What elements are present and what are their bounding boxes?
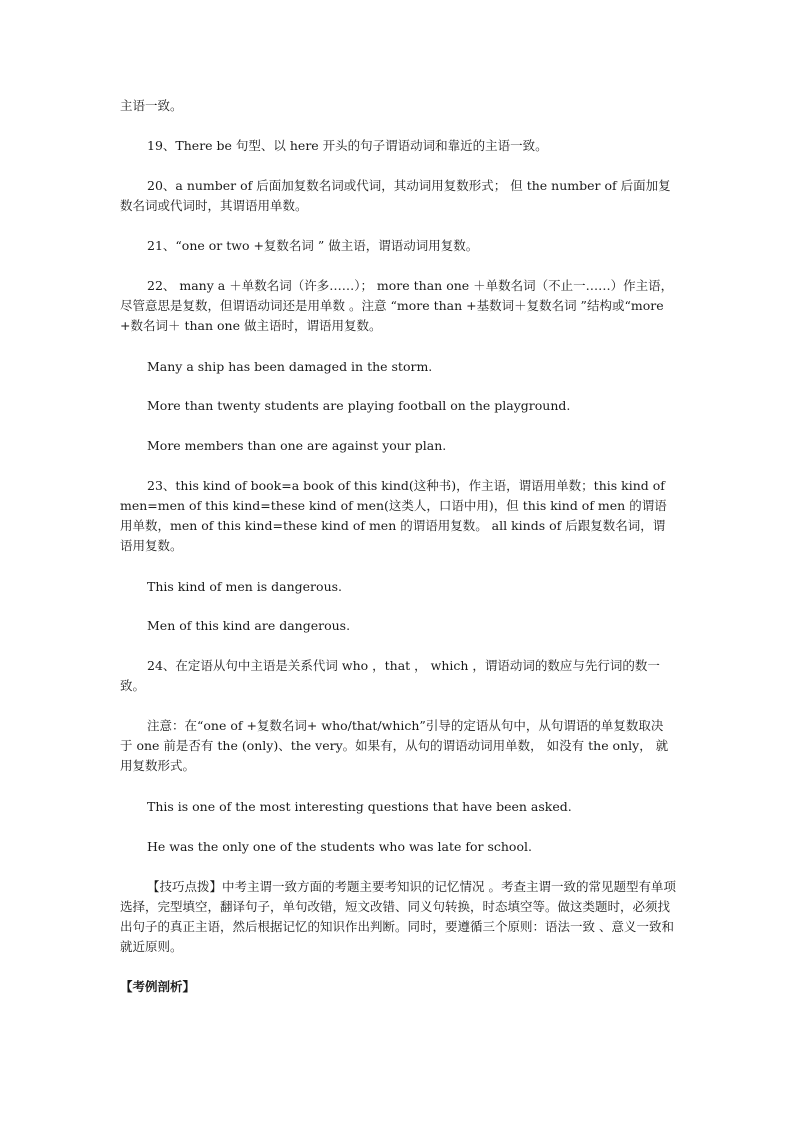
- example-24a: This is one of the most interesting questions that have been asked.: [147, 799, 572, 814]
- note-paragraph: 注意：在“one of +复数名词+ who/that/which”引导的定语从句中，从句谓语的单复数取决 于 one 前是否有 the (only)、the very。如果有，从句的谓语动词用单数， 如没有 the only， 就用复数形式。: [120, 718, 669, 773]
- rule-22: 22、 many a ＋单数名词（许多……）； more than one ＋单数名词（不止一……）作主语，尽管意思是复数，但谓语动词还是用单数 。注意 “more than +基数词＋复数名词 ”结构或“more +数名词＋ than one 做主语时，谓语用复数。: [120, 278, 674, 333]
- rule-21: 21、“one or two +复数名词 ” 做主语，谓语动词用复数。: [147, 238, 479, 253]
- example-23a: This kind of men is dangerous.: [147, 579, 343, 594]
- section-heading: 【考例剖析】: [120, 979, 196, 994]
- example-22b: More than twenty students are playing football on the playground.: [147, 398, 571, 413]
- example-23b: Men of this kind are dangerous.: [147, 618, 351, 633]
- example-22c: More members than one are against your plan.: [147, 438, 447, 453]
- example-22a: Many a ship has been damaged in the storm.: [147, 359, 433, 374]
- rule-19: 19、There be 句型、以 here 开头的句子谓语动词和靠近的主语一致。: [147, 138, 548, 153]
- paragraph-continuation: 主语一致。: [120, 98, 183, 113]
- rule-23: 23、this kind of book=a book of this kind(这种书)，作主语，谓语用单数；this kind of men=men of this kind=these kind of men(这类人，口语中用)，但 this kind of men 的谓语用单数，men of this kind=these kind of men 的谓语用复数。 all kinds of 后跟复数名词，谓语用复数。: [120, 478, 667, 553]
- example-24b: He was the only one of the students who was late for school.: [147, 839, 532, 854]
- rule-24: 24、在定语从句中主语是关系代词 who ，that ， which ，谓语动词的数应与先行词的数一致。: [120, 658, 660, 693]
- rule-20: 20、a number of 后面加复数名词或代词，其动词用复数形式； 但 the number of 后面加复数名词或代词时，其谓语用单数。: [120, 178, 671, 213]
- tips-paragraph: 【技巧点拨】中考主谓一致方面的考题主要考知识的记忆情况 。考查主谓一致的常见题型有单项选择，完型填空，翻译句子，单句改错，短文改错、同义句转换，时态填空等。做这类题时，必须找出句子的真正主语，然后根据记忆的知识作出判断。同时，要遵循三个原则：语法一致 、意义一致和就近原则。: [120, 879, 676, 954]
